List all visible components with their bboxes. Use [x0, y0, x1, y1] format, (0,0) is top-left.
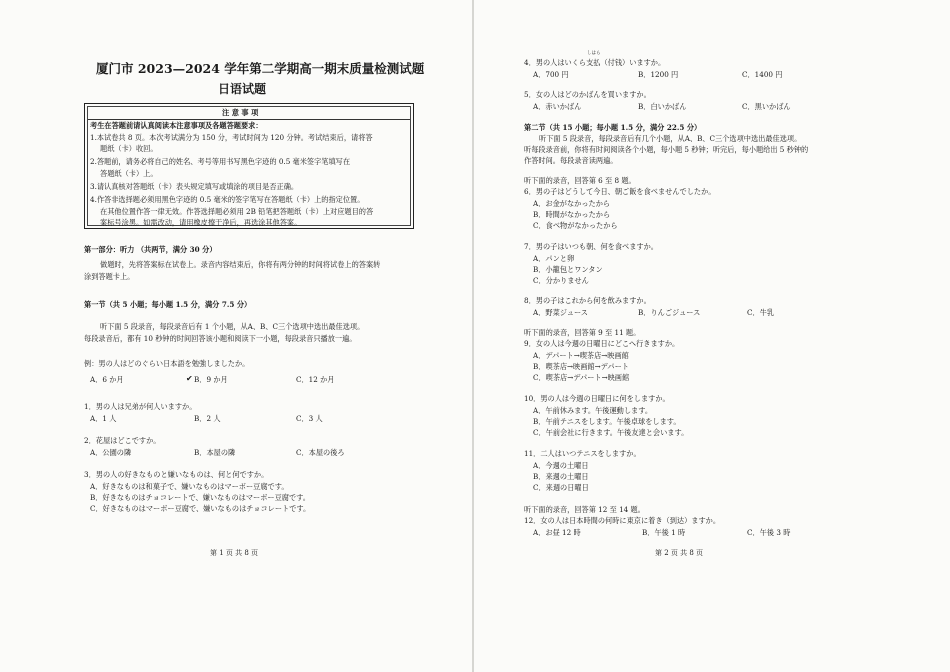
section1-desc: 听下面 5 段录音，每段录音后有 1 个小题，从A、B、C三个选项中选出最佳选项。	[100, 322, 365, 331]
notice-line: 答题纸（卡）上。	[100, 169, 158, 178]
option-a: A．デパート→喫茶店→映画館	[533, 351, 629, 360]
option-c: C．食べ物がなかったから	[533, 221, 618, 230]
section2-desc: 听每段录音前，你将有时间阅读各个小题，每小题 5 秒钟；听完后，每小题给出 5 秒钟的	[524, 145, 809, 154]
question-9: 9．女の人は今週の日曜日にどこへ行きますか。	[524, 339, 680, 348]
option-b: B．喫茶店→映画館→デパート	[533, 362, 629, 371]
page-2	[475, 0, 950, 672]
exam-title: 厦门市 2023—2024 学年第二学期高一期末质量检测试题	[96, 61, 425, 76]
option-a: A．好きなものは和菓子で、嫌いなものはマーボー豆腐です。	[90, 482, 289, 491]
group-instruction: 听下面的录音，回答第 12 至 14 题。	[524, 505, 645, 514]
ruby-annotation: しはら	[587, 51, 601, 56]
page-fold	[472, 0, 474, 672]
question-3: 3．男の人の好きなものと嫌いなものは、何と何ですか。	[84, 470, 269, 479]
option-b: B．来週の土曜日	[533, 472, 589, 481]
notice-line: 案标号涂黑。如需改动，请用橡皮擦干净后，再选涂其他答案。	[100, 218, 302, 227]
question-7: 7．男の子はいつも朝、何を食べますか。	[524, 242, 658, 251]
section2-desc: 听下面 5 段录音，每段录音后有几个小题，从A、B、C三个选项中选出最佳选项。	[539, 134, 802, 143]
notice-divider	[88, 119, 410, 120]
question-4: 4．男の人はいくら支払（付钱）いますか。	[524, 58, 666, 67]
option-c: C．3 人	[296, 414, 323, 423]
option-a: A．公園の隣	[90, 448, 132, 457]
option-c: C．喫茶店→デパート→映画館	[533, 373, 630, 382]
option-c: C．牛乳	[747, 308, 775, 317]
question-2: 2．花屋はどこですか。	[84, 436, 161, 445]
question-5: 5．女の人はどのかばんを買いますか。	[524, 90, 651, 99]
option-a: A．お金がなかったから	[533, 199, 611, 208]
example-option-a: A．6 か月	[90, 375, 124, 384]
option-a: A．700 円	[533, 70, 569, 79]
option-b: B．本屋の隣	[194, 448, 236, 457]
section2-desc: 作答时间。每段录音读两遍。	[524, 156, 618, 165]
option-c: C．来週の日曜日	[533, 483, 589, 492]
option-b: B．りんごジュース	[638, 308, 701, 317]
option-b: B．午後 1 時	[642, 528, 686, 537]
option-a: A．1 人	[90, 414, 117, 423]
option-b: B．1200 円	[638, 70, 679, 79]
option-b: B．2 人	[194, 414, 221, 423]
option-a: A．今週の土曜日	[533, 461, 589, 470]
option-b: B．時間がなかったから	[533, 210, 611, 219]
group-instruction: 听下面的录音，回答第 9 至 11 题。	[524, 328, 641, 337]
exam-subtitle: 日语试题	[218, 82, 267, 96]
notice-line: 3.请认真核对答题纸（卡）表头规定填写或填涂的项目是否正确。	[90, 182, 299, 191]
notice-heading: 注 意 事 项	[222, 108, 259, 117]
option-a: A．パンと卵	[533, 254, 575, 263]
option-b: B．好きなものはチョコレートで、嫌いなものはマーボー豆腐です。	[90, 493, 310, 502]
option-a: A．お昼 12 時	[533, 528, 581, 537]
group-instruction: 听下面的录音，回答第 6 至 8 题。	[524, 176, 636, 185]
section2-heading: 第二节（共 15 小题；每小题 1.5 分，满分 22.5 分）	[524, 123, 702, 132]
example-question: 例：男の人はどのぐらい日本語を勉強しましたか。	[84, 359, 250, 368]
part1-desc: 做题时，先将答案标在试卷上。录音内容结束后，你将有两分钟的时间将试卷上的答案转	[100, 260, 381, 269]
option-b: B．白いかばん	[638, 102, 687, 111]
section1-desc: 每段录音后，都有 10 秒钟的时间回答该小题和阅读下一小题，每段录音只播放一遍。	[84, 334, 357, 343]
notice-line: 2.答题前，请务必将自己的姓名、考号等用书写黑色字迹的 0.5 毫米签字笔填写在	[90, 157, 351, 166]
notice-intro: 考生在答题前请认真阅读本注意事项及各题答题要求：	[90, 121, 263, 130]
option-c: C．本屋の後ろ	[296, 448, 345, 457]
notice-line: 1.本试卷共 8 页。本次考试满分为 150 分，考试时间为 120 分钟。考试结束后，请将答	[90, 133, 373, 142]
option-b: B．午前テニスをします。午後卓球をします。	[533, 417, 681, 426]
option-c: C．午後 3 時	[747, 528, 791, 537]
notice-line: 4.作答非选择题必须用黑色字迹的 0.5 毫米的签字笔写在答题纸（卡）上的指定位置。	[90, 195, 365, 204]
question-11: 11．二人はいつテニスをしますか。	[524, 449, 641, 458]
section1-heading: 第一节（共 5 小题；每小题 1.5 分，满分 7.5 分）	[84, 300, 252, 309]
checkmark-icon: ✔	[186, 374, 193, 383]
notice-line: 题纸（卡）收回。	[100, 144, 158, 153]
question-10: 10．男の人は今週の日曜日に何をしますか。	[524, 394, 670, 403]
option-a: A．野菜ジュース	[533, 308, 588, 317]
option-c: C．分かりません	[533, 276, 589, 285]
option-a: A．午前休みます。午後運動します。	[533, 406, 653, 415]
option-c: C．1400 円	[742, 70, 783, 79]
question-6: 6．男の子はどうして今日、朝ご飯を食べませんでしたか。	[524, 187, 716, 196]
option-a: A．赤いかばん	[533, 102, 582, 111]
question-1: 1．男の人は兄弟が何人いますか。	[84, 402, 197, 411]
notice-box	[84, 103, 414, 229]
notice-line: 在其他位置作答一律无效。作答选择题必须用 2B 铅笔把答题纸（卡）上对应题目的答	[100, 207, 374, 216]
option-b: B．小籠包とワンタン	[533, 265, 603, 274]
option-c: C．黒いかばん	[742, 102, 791, 111]
option-c: C．午前会社に行きます。午後友達と会います。	[533, 428, 689, 437]
example-option-b: B．9 か月	[194, 375, 228, 384]
question-8: 8．男の子はこれから何を飲みますか。	[524, 296, 651, 305]
example-option-c: C．12 か月	[296, 375, 335, 384]
part1-desc: 涂到答题卡上。	[84, 272, 135, 281]
question-12: 12．女の人は日本時間の何時に東京に着き（到达）ますか。	[524, 516, 721, 525]
option-c: C．好きなものはマーボー豆腐で、嫌いなものはチョコレートです。	[90, 504, 311, 513]
page-footer: 第 2 页 共 8 页	[655, 549, 704, 557]
part1-heading: 第一部分：听力 （共两节，满分 30 分）	[84, 245, 217, 254]
page-footer: 第 1 页 共 8 页	[210, 549, 259, 557]
